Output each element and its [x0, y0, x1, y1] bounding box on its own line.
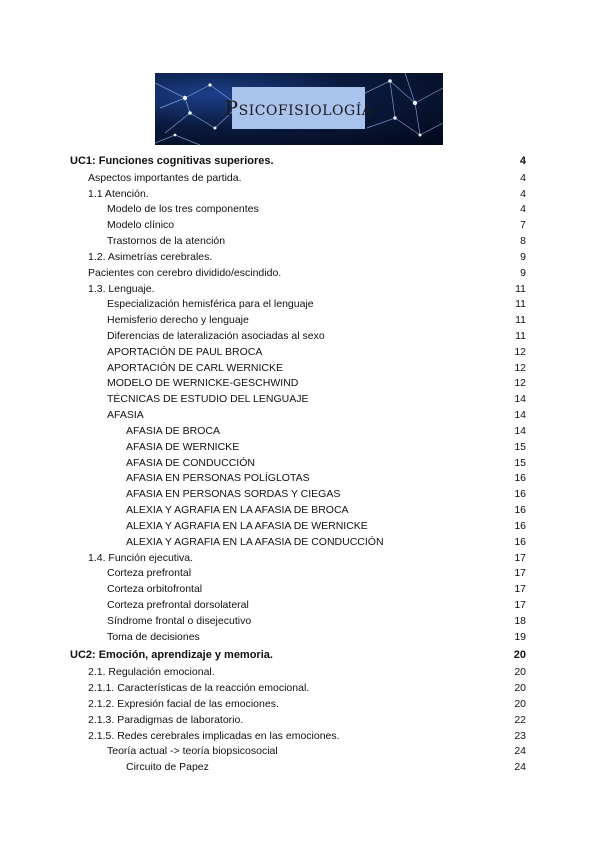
toc-entry-title: Síndrome frontal o disejecutivo: [107, 614, 252, 627]
toc-entry-title: Hemisferio derecho y lenguaje: [107, 314, 249, 327]
toc-entry[interactable]: [0, 582, 600, 597]
toc-entry-page: 12: [514, 345, 526, 358]
toc-entry-title: Diferencias de lateralización asociadas al sexo: [107, 330, 325, 343]
toc-entry[interactable]: [0, 598, 600, 613]
toc-entry-page: 4: [520, 187, 526, 200]
toc-entry-title: ALEXIA Y AGRAFIA EN LA AFASIA DE CONDUCCIÓN: [126, 535, 384, 548]
toc-entry-page: 20: [514, 697, 526, 710]
toc-entry-title: AFASIA EN PERSONAS POLÍGLOTAS: [126, 472, 310, 485]
toc-entry-title: APORTACIÓN DE CARL WERNICKE: [107, 361, 283, 374]
toc-entry-title: 2.1.3. Paradigmas de laboratorio.: [88, 713, 244, 726]
toc-entry-title: Corteza orbitofrontal: [107, 583, 203, 596]
toc-entry-title: UC2: Emoción, aprendizaje y memoria.: [70, 649, 273, 662]
toc-entry-page: 18: [514, 614, 526, 627]
toc-entry-page: 4: [520, 203, 526, 216]
toc-entry[interactable]: [0, 713, 600, 728]
toc-entry-page: 11: [515, 314, 526, 327]
toc-entry[interactable]: [0, 408, 600, 423]
toc-entry-title: 2.1.5. Redes cerebrales implicadas en las emociones.: [88, 729, 340, 742]
toc-entry-title: AFASIA: [107, 409, 144, 422]
toc-entry-page: 24: [514, 761, 526, 774]
toc-entry-page: 16: [514, 488, 526, 501]
toc-entry-page: 9: [520, 250, 526, 263]
toc-entry-page: 17: [514, 583, 526, 596]
toc-entry[interactable]: [0, 202, 600, 217]
toc-entry[interactable]: [0, 566, 600, 581]
toc-entry-page: 8: [520, 235, 526, 248]
toc-entry-page: 14: [514, 393, 526, 406]
toc-entry-title: 2.1.2. Expresión facial de las emociones.: [88, 697, 279, 710]
toc-entry-title: 2.1. Regulación emocional.: [88, 666, 215, 679]
toc-entry-title: Teoría actual -> teoría biopsicosocial: [107, 745, 278, 758]
toc-entry[interactable]: [0, 345, 600, 360]
toc-entry-title: MODELO DE WERNICKE-GESCHWIND: [107, 377, 299, 390]
toc-entry[interactable]: [0, 697, 600, 712]
toc-entry-title: UC1: Funciones cognitivas superiores.: [70, 155, 274, 167]
toc-entry-page: 11: [515, 282, 526, 295]
toc-entry-page: 22: [514, 713, 526, 726]
toc-entry[interactable]: [0, 266, 600, 281]
toc-entry-page: 20: [514, 666, 526, 679]
toc-entry-title: Toma de decisiones: [107, 630, 200, 643]
toc-entry[interactable]: [0, 487, 600, 502]
toc-entry[interactable]: [0, 551, 600, 566]
toc-entry-page: 15: [514, 456, 526, 469]
toc-entry-title: 1.4. Función ejecutiva.: [88, 551, 194, 564]
toc-entry-title: TÉCNICAS DE ESTUDIO DEL LENGUAJE: [107, 393, 309, 406]
toc-entry[interactable]: [0, 729, 600, 744]
toc-entry-page: 4: [520, 171, 526, 184]
toc-entry-title: Corteza prefrontal dorsolateral: [107, 598, 249, 611]
toc-entry[interactable]: [0, 471, 600, 486]
toc-entry[interactable]: [0, 535, 600, 550]
toc-entry-page: 14: [514, 424, 526, 437]
toc-entry-title: AFASIA DE BROCA: [126, 424, 220, 437]
toc-entry[interactable]: [0, 456, 600, 471]
toc-entry[interactable]: [0, 218, 600, 233]
toc-entry-page: 17: [514, 567, 526, 580]
toc-entry[interactable]: [0, 297, 600, 312]
toc-entry-title: Especialización hemisférica para el lenguaje: [107, 298, 314, 311]
toc-entry[interactable]: [0, 519, 600, 534]
toc-entry[interactable]: [0, 760, 600, 775]
toc-entry[interactable]: [0, 744, 600, 759]
toc-entry[interactable]: [0, 681, 600, 696]
toc-entry-title: 2.1.1. Características de la reacción emocional.: [88, 682, 310, 695]
toc-entry-page: 17: [514, 551, 526, 564]
toc-entry[interactable]: [0, 665, 600, 680]
toc-entry-title: Trastornos de la atención: [107, 235, 226, 248]
toc-entry-title: Modelo de los tres componentes: [107, 203, 259, 216]
toc-entry[interactable]: [0, 282, 600, 297]
toc-entry-title: ALEXIA Y AGRAFIA EN LA AFASIA DE BROCA: [126, 504, 349, 517]
toc-entry-title: APORTACIÓN DE PAUL BROCA: [107, 345, 263, 358]
toc-entry[interactable]: [0, 392, 600, 407]
toc-entry-title: Modelo clínico: [107, 219, 175, 232]
toc-entry-page: 12: [514, 361, 526, 374]
toc-entry-page: 16: [514, 504, 526, 517]
toc-entry-page: 16: [514, 535, 526, 548]
toc-entry[interactable]: [0, 614, 600, 629]
toc-entry-page: 15: [514, 440, 526, 453]
toc-entry-page: 23: [514, 729, 526, 742]
toc-entry[interactable]: [0, 313, 600, 328]
toc-entry-title: AFASIA EN PERSONAS SORDAS Y CIEGAS: [126, 488, 341, 501]
toc-chapter[interactable]: [0, 648, 600, 663]
toc-entry[interactable]: [0, 329, 600, 344]
toc-entry-title: ALEXIA Y AGRAFIA EN LA AFASIA DE WERNICKE: [126, 519, 368, 532]
toc-chapter[interactable]: [0, 154, 600, 169]
toc-entry[interactable]: [0, 171, 600, 186]
toc-entry[interactable]: [0, 234, 600, 249]
toc-entry-page: 7: [520, 219, 526, 232]
toc-entry-page: 19: [514, 630, 526, 643]
toc-entry[interactable]: [0, 376, 600, 391]
toc-entry-page: 14: [514, 409, 526, 422]
toc-entry[interactable]: [0, 250, 600, 265]
toc-entry[interactable]: [0, 440, 600, 455]
toc-entry-page: 12: [514, 377, 526, 390]
toc-entry-title: 1.3. Lenguaje.: [88, 282, 155, 295]
toc-entry[interactable]: [0, 503, 600, 518]
toc-entry-title: 1.2. Asimetrías cerebrales.: [88, 250, 213, 263]
toc-entry-title: AFASIA DE CONDUCCIÓN: [126, 456, 255, 469]
toc-entry[interactable]: [0, 187, 600, 202]
toc-entry-page: 17: [514, 598, 526, 611]
toc-entry[interactable]: [0, 424, 600, 439]
toc-entry-title: Corteza prefrontal: [107, 567, 192, 580]
toc-entry-title: AFASIA DE WERNICKE: [126, 440, 240, 453]
toc-entry-page: 20: [514, 682, 526, 695]
toc-entry-page: 24: [514, 745, 526, 758]
toc-entry-title: Circuito de Papez: [126, 761, 209, 774]
toc-entry-page: 16: [514, 472, 526, 485]
toc-entry-title: 1.1 Atención.: [88, 187, 149, 200]
toc-entry-page: 9: [520, 266, 526, 279]
toc-entry-page: 11: [515, 298, 526, 311]
header-banner: [155, 73, 443, 145]
banner-title: Psicofisiología: [232, 87, 365, 129]
toc-entry-page: 11: [515, 330, 526, 343]
toc-entry[interactable]: [0, 630, 600, 645]
toc-entry-page: 4: [519, 155, 526, 167]
toc-entry-page: 16: [514, 519, 526, 532]
toc-entry-page: 20: [513, 649, 526, 662]
toc-entry-title: Aspectos importantes de partida.: [88, 171, 242, 184]
toc-entry-title: Pacientes con cerebro dividido/escindido.: [88, 266, 282, 279]
toc-entry[interactable]: [0, 361, 600, 376]
